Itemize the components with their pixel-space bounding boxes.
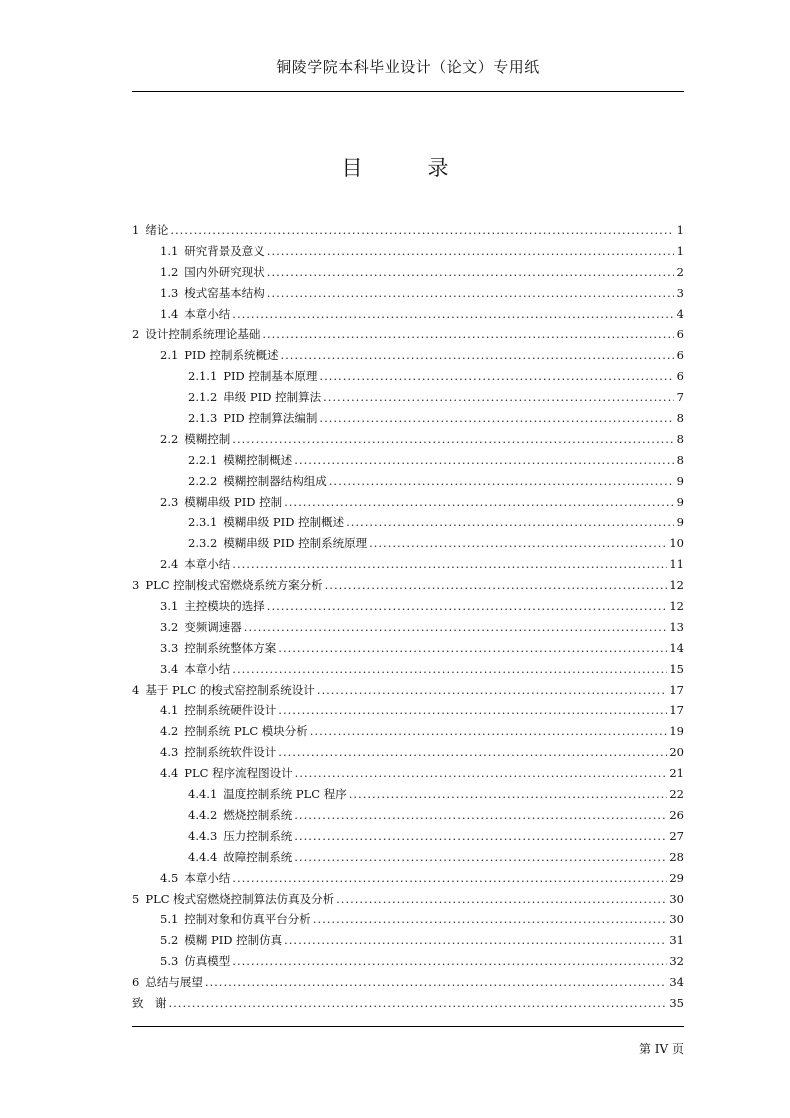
toc-entry-number: 1.1: [160, 243, 179, 258]
toc-leader-dots: [232, 429, 674, 450]
toc-leader-dots: [349, 784, 668, 805]
toc-entry-number: 2: [132, 327, 140, 342]
toc-leader-dots: [232, 304, 674, 325]
toc-entry-number: 5.1: [160, 912, 179, 927]
toc-entry-number: 1.4: [160, 306, 179, 321]
toc-entry-page: 19: [669, 724, 684, 739]
toc-entry[interactable]: [132, 283, 684, 304]
toc-entry[interactable]: [132, 930, 684, 951]
toc-entry-title: 模糊控制概述: [223, 452, 293, 467]
toc-entry-page: 6: [676, 348, 684, 363]
toc-leader-dots: [262, 324, 674, 345]
toc-leader-dots: [284, 930, 667, 951]
toc-entry-page: 3: [676, 285, 684, 300]
toc-entry-page: 10: [669, 536, 684, 551]
toc-entry-page: 35: [669, 995, 684, 1010]
toc-entry[interactable]: [132, 366, 684, 387]
toc-entry-title: 基于 PLC 的梭式窑控制系统设计: [145, 682, 315, 697]
toc-entry[interactable]: [132, 220, 684, 241]
toc-entry-title: 致 谢: [132, 995, 167, 1010]
toc-entry[interactable]: [132, 847, 684, 868]
toc-entry[interactable]: [132, 951, 684, 972]
toc-entry-page: 6: [676, 369, 684, 384]
toc-entry-title: 控制系统软件设计: [184, 745, 277, 760]
toc-entry-page: 1: [676, 243, 684, 258]
toc-entry[interactable]: [132, 324, 684, 345]
toc-entry-page: 14: [669, 640, 684, 655]
toc-entry-title: 本章小结: [184, 306, 231, 321]
toc-entry-page: 8: [676, 431, 684, 446]
toc-entry-number: 4.3: [160, 745, 179, 760]
toc-entry-number: 4: [132, 682, 140, 697]
toc-entry-page: 9: [676, 473, 684, 488]
toc-entry-number: 2.2.1: [188, 452, 218, 467]
toc-entry-title: 模糊 PID 控制仿真: [184, 933, 283, 948]
toc-entry-title: PLC 控制梭式窑燃烧系统方案分析: [145, 578, 323, 593]
toc-entry[interactable]: [132, 575, 684, 596]
toc-entry-page: 12: [669, 578, 684, 593]
toc-leader-dots: [294, 826, 667, 847]
toc-entry[interactable]: [132, 742, 684, 763]
toc-entry-page: 27: [669, 828, 684, 843]
toc-entry-number: 2.3.1: [188, 515, 218, 530]
toc-entry-page: 21: [669, 766, 684, 781]
toc-entry-number: 2.1.1: [188, 369, 218, 384]
toc-entry-title: 控制系统 PLC 模块分析: [184, 724, 308, 739]
toc-entry-number: 1.2: [160, 264, 179, 279]
toc-entry-page: 28: [669, 849, 684, 864]
toc-entry[interactable]: [132, 721, 684, 742]
page-number: 第 IV 页: [638, 1042, 684, 1056]
toc-leader-dots: [278, 700, 667, 721]
toc-entry-page: 26: [669, 807, 684, 822]
header-divider: [132, 91, 684, 92]
toc-entry-title: 变频调速器: [184, 619, 242, 634]
toc-leader-dots: [280, 345, 674, 366]
toc-entry-number: 4.1: [160, 703, 179, 718]
toc-leader-dots: [295, 763, 668, 784]
toc-leader-dots: [232, 659, 667, 680]
toc-leader-dots: [169, 993, 668, 1014]
toc-entry-title: 总结与展望: [145, 975, 203, 990]
toc-entry-title: 燃烧控制系统: [223, 807, 293, 822]
toc-entry-title: PLC 梭式窑燃烧控制算法仿真及分析: [145, 891, 335, 906]
toc-entry-title: 控制系统整体方案: [184, 640, 277, 655]
toc-entry-page: 4: [676, 306, 684, 321]
toc-entry-title: 模糊串级 PID 控制概述: [223, 515, 345, 530]
toc-entry-number: 3.4: [160, 661, 179, 676]
toc-entry-page: 17: [669, 703, 684, 718]
toc-entry-number: 4.4.4: [188, 849, 218, 864]
toc-entry-page: 1: [676, 223, 684, 237]
toc-leader-dots: [317, 680, 668, 701]
toc-entry[interactable]: [132, 763, 684, 784]
toc-leader-dots: [329, 471, 674, 492]
document-header: 铜陵学院本科毕业设计（论文）专用纸: [276, 58, 540, 76]
toc-leader-dots: [319, 408, 674, 429]
toc-entry-title: PLC 程序流程图设计: [184, 766, 293, 781]
toc-entry[interactable]: [132, 408, 684, 429]
toc-entry[interactable]: [132, 909, 684, 930]
toc-entry[interactable]: [132, 512, 684, 533]
toc-entry[interactable]: [132, 262, 684, 283]
toc-entry-title: 本章小结: [184, 557, 231, 572]
toc-entry-title: PID 控制算法编制: [223, 411, 318, 426]
toc-entry-title: 仿真模型: [184, 954, 231, 969]
toc-entry-page: 20: [669, 745, 684, 760]
toc-entry-page: 34: [669, 975, 684, 990]
toc-leader-dots: [346, 512, 674, 533]
toc-leader-dots: [278, 742, 667, 763]
toc-leader-dots: [369, 533, 667, 554]
toc-entry[interactable]: [132, 345, 684, 366]
toc-entry[interactable]: [132, 429, 684, 450]
toc-entry-title: 串级 PID 控制算法: [223, 390, 322, 405]
toc-entry-number: 4.5: [160, 870, 179, 885]
toc-leader-dots: [267, 596, 668, 617]
toc-entry-title: 国内外研究现状: [184, 264, 265, 279]
toc-entry-number: 2.3: [160, 494, 179, 509]
toc-entry-title: 本章小结: [184, 870, 231, 885]
toc-entry-page: 30: [669, 912, 684, 927]
toc-entry-number: 5.3: [160, 954, 179, 969]
toc-entry-title: 故障控制系统: [223, 849, 293, 864]
toc-leader-dots: [313, 909, 668, 930]
toc-leader-dots: [310, 721, 668, 742]
toc-entry-title: 本章小结: [184, 661, 231, 676]
toc-entry-page: 11: [669, 557, 684, 572]
toc-leader-dots: [244, 617, 668, 638]
toc-entry-title: 研究背景及意义: [184, 243, 265, 258]
toc-entry-number: 5.2: [160, 933, 179, 948]
toc-entry-title: 控制对象和仿真平台分析: [184, 912, 311, 927]
toc-entry-page: 22: [669, 787, 684, 802]
toc-entry-title: 设计控制系统理论基础: [145, 327, 261, 342]
toc-entry[interactable]: [132, 805, 684, 826]
toc-leader-dots: [232, 554, 667, 575]
toc-entry-number: 1: [132, 223, 140, 237]
toc-entry-title: 压力控制系统: [223, 828, 293, 843]
toc-entry-number: 4.4.1: [188, 787, 218, 802]
toc-entry-title: 温度控制系统 PLC 程序: [223, 787, 347, 802]
toc-entry-page: 29: [669, 870, 684, 885]
toc-leader-dots: [278, 638, 667, 659]
toc-entry-number: 2.4: [160, 557, 179, 572]
toc-entry-title: PID 控制系统概述: [184, 348, 279, 363]
toc-leader-dots: [205, 972, 668, 993]
toc-entry-number: 5: [132, 891, 140, 906]
toc-entry-number: 6: [132, 975, 140, 990]
toc-entry-title: 模糊串级 PID 控制: [184, 494, 283, 509]
toc-leader-dots: [294, 847, 667, 868]
toc-entry[interactable]: [132, 659, 684, 680]
toc-entry-number: 2.3.2: [188, 536, 218, 551]
toc-entry-title: 模糊控制器结构组成: [223, 473, 327, 488]
toc-entry-number: 3: [132, 578, 140, 593]
toc-entry-page: 30: [669, 891, 684, 906]
toc-entry-number: 4.2: [160, 724, 179, 739]
toc-entry[interactable]: [132, 387, 684, 408]
toc-entry-page: 31: [669, 933, 684, 948]
toc-entry-page: 13: [669, 619, 684, 634]
toc-entry-title: 控制系统硬件设计: [184, 703, 277, 718]
toc-entry-number: 2.2.2: [188, 473, 218, 488]
toc-entry-number: 4.4.3: [188, 828, 218, 843]
toc-entry-title: 主控模块的选择: [184, 599, 265, 614]
toc-entry-number: 4.4.2: [188, 807, 218, 822]
toc-entry-page: 8: [676, 452, 684, 467]
toc-entry-number: 3.2: [160, 619, 179, 634]
toc-leader-dots: [267, 262, 674, 283]
toc-entry-page: 9: [676, 515, 684, 530]
toc-leader-dots: [294, 805, 667, 826]
toc-entry[interactable]: [132, 617, 684, 638]
toc-entry[interactable]: [132, 554, 684, 575]
toc-entry[interactable]: [132, 784, 684, 805]
toc-entry[interactable]: [132, 826, 684, 847]
toc-entry[interactable]: [132, 680, 684, 701]
toc-entry-page: 12: [669, 599, 684, 614]
page-title: 目 录: [341, 156, 471, 180]
toc-entry[interactable]: [132, 889, 684, 910]
toc-entry[interactable]: [132, 533, 684, 554]
toc-entry-title: 梭式窑基本结构: [184, 285, 265, 300]
toc-leader-dots: [267, 241, 674, 262]
toc-entry[interactable]: [132, 700, 684, 721]
toc-entry[interactable]: [132, 972, 684, 993]
toc-entry[interactable]: [132, 471, 684, 492]
toc-entry-number: 4.4: [160, 766, 179, 781]
toc-leader-dots: [336, 889, 667, 910]
toc-entry-page: 15: [669, 661, 684, 676]
toc-entry-title: PID 控制基本原理: [223, 369, 318, 384]
toc-entry[interactable]: [132, 868, 684, 889]
toc-entry-page: 17: [669, 682, 684, 697]
toc-entry-number: 2.1.2: [188, 390, 218, 405]
toc-entry-number: 2.2: [160, 431, 179, 446]
toc-entry-number: 3.3: [160, 640, 179, 655]
toc-entry-page: 7: [676, 390, 684, 405]
toc-entry[interactable]: [132, 492, 684, 513]
toc-entry[interactable]: [132, 450, 684, 471]
toc-entry-number: 2.1: [160, 348, 179, 363]
toc-leader-dots: [232, 868, 667, 889]
toc-entry-page: 8: [676, 411, 684, 426]
toc-entry-page: 6: [676, 327, 684, 342]
toc-entry[interactable]: [132, 304, 684, 325]
toc-leader-dots: [325, 575, 668, 596]
toc-entry-title: 模糊控制: [184, 431, 231, 446]
toc-entry-title: 绪论: [145, 223, 169, 237]
toc-entry[interactable]: [132, 241, 684, 262]
toc-entry-title: 模糊串级 PID 控制系统原理: [223, 536, 368, 551]
toc-entry-page: 32: [669, 954, 684, 969]
toc-entry-page: 2: [676, 264, 684, 279]
toc-entry[interactable]: [132, 993, 684, 1014]
toc-entry[interactable]: [132, 596, 684, 617]
toc-leader-dots: [319, 366, 674, 387]
toc-leader-dots: [267, 283, 674, 304]
table-of-contents: [132, 220, 684, 1014]
toc-leader-dots: [294, 450, 674, 471]
toc-entry-page: 9: [676, 494, 684, 509]
toc-leader-dots: [323, 387, 674, 408]
toc-entry-number: 2.1.3: [188, 411, 218, 426]
toc-leader-dots: [284, 492, 674, 513]
toc-leader-dots: [232, 951, 667, 972]
toc-entry-number: 1.3: [160, 285, 179, 300]
footer-divider: [132, 1026, 684, 1027]
toc-entry[interactable]: [132, 638, 684, 659]
toc-leader-dots: [170, 220, 674, 241]
toc-entry-number: 3.1: [160, 599, 179, 614]
